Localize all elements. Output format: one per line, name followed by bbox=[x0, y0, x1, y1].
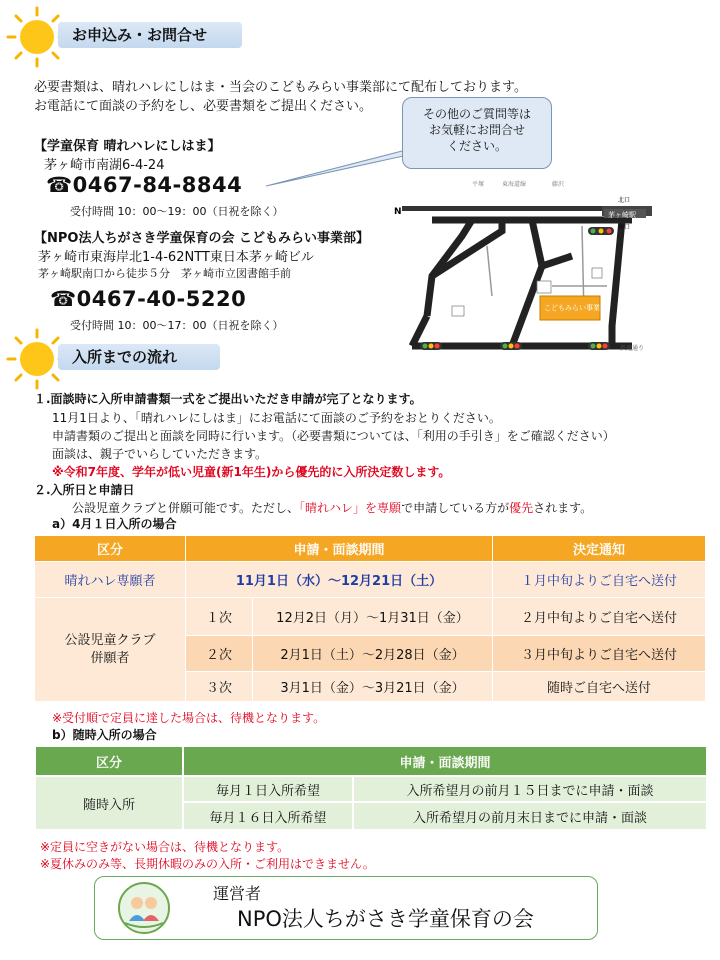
table2-period-1: 入所希望月の前月１５日までに申請・面談 bbox=[353, 776, 707, 802]
step2-text-e: されます。 bbox=[533, 501, 593, 515]
contact1-phone[interactable]: ☎0467-84-8844 bbox=[46, 173, 243, 197]
contact2-address: 茅ヶ崎市東海岸北1-4-62NTT東日本茅ヶ崎ビル bbox=[38, 250, 314, 265]
bubble-line-3: ください。 bbox=[446, 139, 507, 153]
note-waiting-1: ※受付順で定員に達した場合は、待機となります。 bbox=[52, 711, 326, 725]
contact2-access: 茅ヶ崎駅南口から徒歩５分 茅ヶ崎市立図書館手前 bbox=[38, 267, 291, 280]
table1-notice-3: 随時ご自宅へ送付 bbox=[493, 672, 706, 702]
step2-title: ２.入所日と申請日 bbox=[34, 483, 135, 497]
bubble-line-2: お気軽にお問合せ bbox=[428, 123, 525, 137]
step1-priority-note: ※令和7年度、学年が低い児童(新1年生)から優先的に入所決定数します。 bbox=[52, 465, 451, 479]
inquiry-bubble bbox=[402, 97, 552, 169]
step2-text-a: 公設児童クラブと併願可能です。ただし、 bbox=[72, 501, 300, 515]
table-april-entry bbox=[34, 535, 706, 702]
access-map bbox=[392, 176, 652, 356]
map-small-label-1: 平塚 bbox=[472, 181, 485, 188]
contact1-address: 茅ヶ崎市南湖6-4-24 bbox=[44, 158, 165, 173]
table2-category: 随時入所 bbox=[35, 776, 183, 830]
step1-line-2: 申請書類のご提出と面談を同時に行います。（必要書類については、「利用の手引き」をご確認ください） bbox=[52, 429, 615, 443]
table1-notice-1: ２月中旬よりご自宅へ送付 bbox=[493, 598, 706, 636]
step1-title: １.面談時に入所申請書類一式をご提出いただき申請が完了となります。 bbox=[34, 392, 422, 406]
step1-line-3: 面談は、親子でいらしていただきます。 bbox=[52, 447, 268, 461]
note-no-holiday-only: ※夏休みのみ等、長期休暇のみの入所・ご利用はできません。 bbox=[40, 857, 375, 871]
table2-period-2: 入所希望月の前月末日までに申請・面談 bbox=[353, 802, 707, 830]
table2-wish-1: 毎月１日入所希望 bbox=[183, 776, 353, 802]
organization-logo bbox=[117, 881, 171, 935]
table1-row1-category: 晴れハレ専願者 bbox=[35, 562, 186, 598]
table2-wish-2: 毎月１６日入所希望 bbox=[183, 802, 353, 830]
note-waiting-2: ※定員に空きがない場合は、待機となります。 bbox=[40, 840, 290, 854]
operator-name: NPO法人ちがさき学童保育の会 bbox=[237, 907, 534, 931]
table1-row1-period: 11月1日（水）～12月21日（土） bbox=[186, 562, 493, 598]
contact2-name: 【NPO法人ちがさき学童保育の会 こどもみらい事業部】 bbox=[34, 231, 369, 246]
contact1-name: 【学童保育 晴れハレにしはま】 bbox=[34, 139, 221, 154]
operator-box bbox=[94, 876, 598, 940]
table1-group-category-line2: 併願者 bbox=[90, 650, 130, 666]
contact2-hours: 受付時間 10：00～17：00（日祝を除く） bbox=[70, 319, 284, 332]
table1-round-1: １次 bbox=[186, 598, 253, 636]
section-heading-flow: 入所までの流れ bbox=[58, 344, 220, 370]
table2-header-category: 区分 bbox=[35, 746, 183, 776]
section-heading-application: お申込み・お問合せ bbox=[58, 22, 242, 48]
map-north-label: N bbox=[394, 207, 402, 217]
table1-notice-2: ３月中旬よりご自宅へ送付 bbox=[493, 636, 706, 672]
contact2-phone[interactable]: ☎0467-40-5220 bbox=[50, 287, 247, 311]
intro-line-1: 必要書類は、晴れハレにしはま・当会のこどもみらい事業部にて配布しております。 bbox=[34, 80, 527, 95]
operator-label: 運営者 bbox=[213, 884, 262, 903]
map-office-label: こどもみらい事業部 bbox=[544, 304, 607, 312]
table1-header-period: 申請・面談期間 bbox=[186, 536, 493, 562]
step2-line bbox=[72, 499, 592, 516]
table1-period-1: 12月2日（月）～1月31日（金） bbox=[253, 598, 493, 636]
sub-heading-b: b）随時入所の場合 bbox=[52, 728, 157, 742]
map-small-label-3: 藤沢 bbox=[552, 181, 565, 188]
map-road-label: 鉄砲通り bbox=[620, 345, 645, 352]
table-anytime-entry bbox=[34, 745, 708, 831]
step2-text-b: 「晴れハレ」を専願 bbox=[299, 501, 402, 515]
table1-header-notice: 決定通知 bbox=[493, 536, 706, 562]
map-north-exit-label: 北口 bbox=[618, 197, 631, 204]
table1-group-category-line1: 公設児童クラブ bbox=[64, 632, 156, 648]
table1-group-category bbox=[35, 598, 186, 702]
contact1-hours: 受付時間 10：00～19：00（日祝を除く） bbox=[70, 205, 284, 218]
table1-round-2: ２次 bbox=[186, 636, 253, 672]
table1-row1-notice: １月中旬よりご自宅へ送付 bbox=[493, 562, 706, 598]
table2-header-period: 申請・面談期間 bbox=[183, 746, 707, 776]
table1-round-3: ３次 bbox=[186, 672, 253, 702]
table1-period-3: 3月1日（金）～3月21日（金） bbox=[253, 672, 493, 702]
table1-header-category: 区分 bbox=[35, 536, 186, 562]
map-station-label: 茅ヶ崎駅 bbox=[608, 211, 636, 219]
map-small-label-2: 東海道線 bbox=[502, 181, 527, 188]
table1-period-2: 2月1日（土）～2月28日（金） bbox=[253, 636, 493, 672]
intro-line-2: お電話にて面談の予約をし、必要書類をご提出ください。 bbox=[34, 99, 373, 114]
step2-text-d: 優先 bbox=[509, 501, 534, 515]
sub-heading-a: a）4月１日入所の場合 bbox=[52, 517, 177, 531]
map-south-exit-label: 南口 bbox=[618, 224, 631, 231]
bubble-line-1: その他のご質問等は bbox=[422, 107, 531, 121]
step1-line-1: 11月1日より、「晴れハレにしはま」にお電話にて面談のご予約をおとりください。 bbox=[52, 411, 501, 425]
step2-text-c: で申請している方が bbox=[401, 501, 510, 515]
